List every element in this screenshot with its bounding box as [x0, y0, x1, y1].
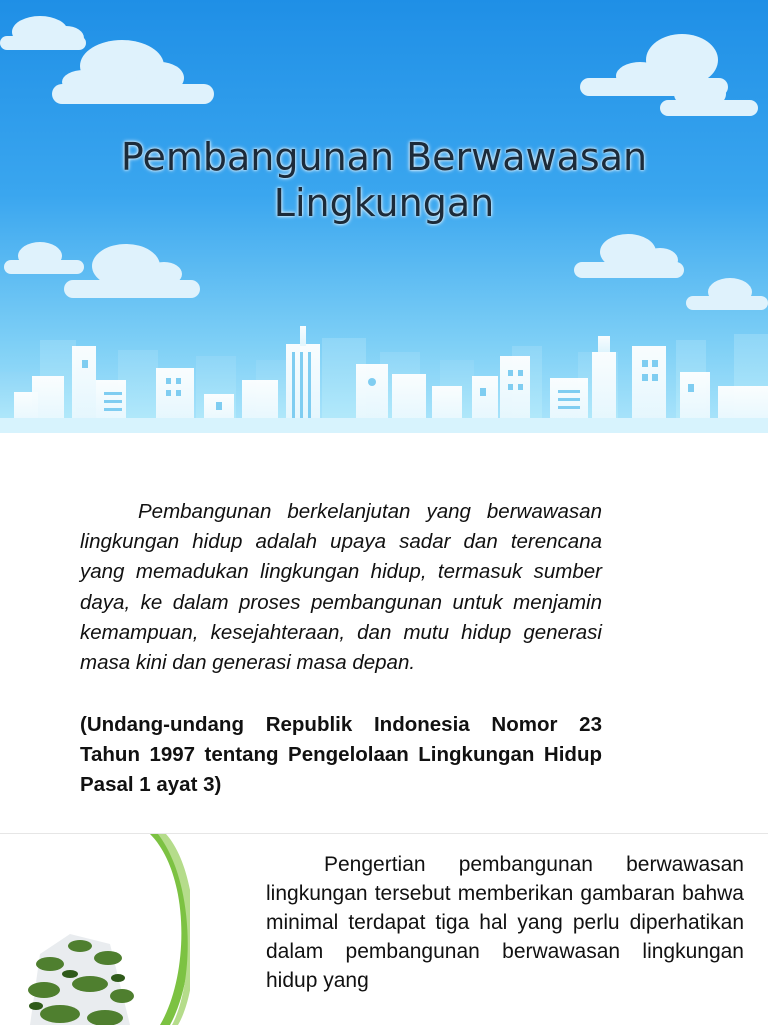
cloud-icon — [686, 278, 768, 310]
explanation-slide — [0, 833, 768, 1025]
cloud-icon — [0, 16, 86, 50]
cloud-icon — [64, 244, 200, 298]
ground-strip — [0, 418, 768, 433]
green-building-photo — [0, 834, 190, 1025]
title-slide — [0, 0, 768, 433]
definition-paragraph: Pembangunan berkelanjutan yang berwawasan lingkungan hidup adalah upaya sadar dan terencana yang memadukan lingkungan hidup, termasuk sumber daya, ke dalam proses pembangunan untuk menjamin kemampuan, kesejahteraan, dan mutu hidup generasi masa kini dan generasi masa depan. — [80, 500, 602, 675]
definition-slide — [0, 433, 768, 833]
cloud-icon — [574, 234, 684, 278]
title-line-1: Pembangunan Berwawasan — [120, 135, 648, 179]
slide-title — [40, 134, 728, 226]
cloud-icon — [4, 242, 84, 274]
title-line-2: Lingkungan — [273, 181, 495, 225]
citation-paragraph: (Undang-undang Republik Indonesia Nomor 23 Tahun 1997 tentang Pengelolaan Lingkungan Hidup Pasal 1 ayat 3) — [80, 713, 602, 797]
explanation-paragraph: Pengertian pembangunan berwawasan lingkungan tersebut memberikan gambaran bahwa minimal terdapat tiga hal yang perlu diperhatikan dalam pembangunan berwawasan lingkungan hidup yang — [266, 853, 744, 992]
